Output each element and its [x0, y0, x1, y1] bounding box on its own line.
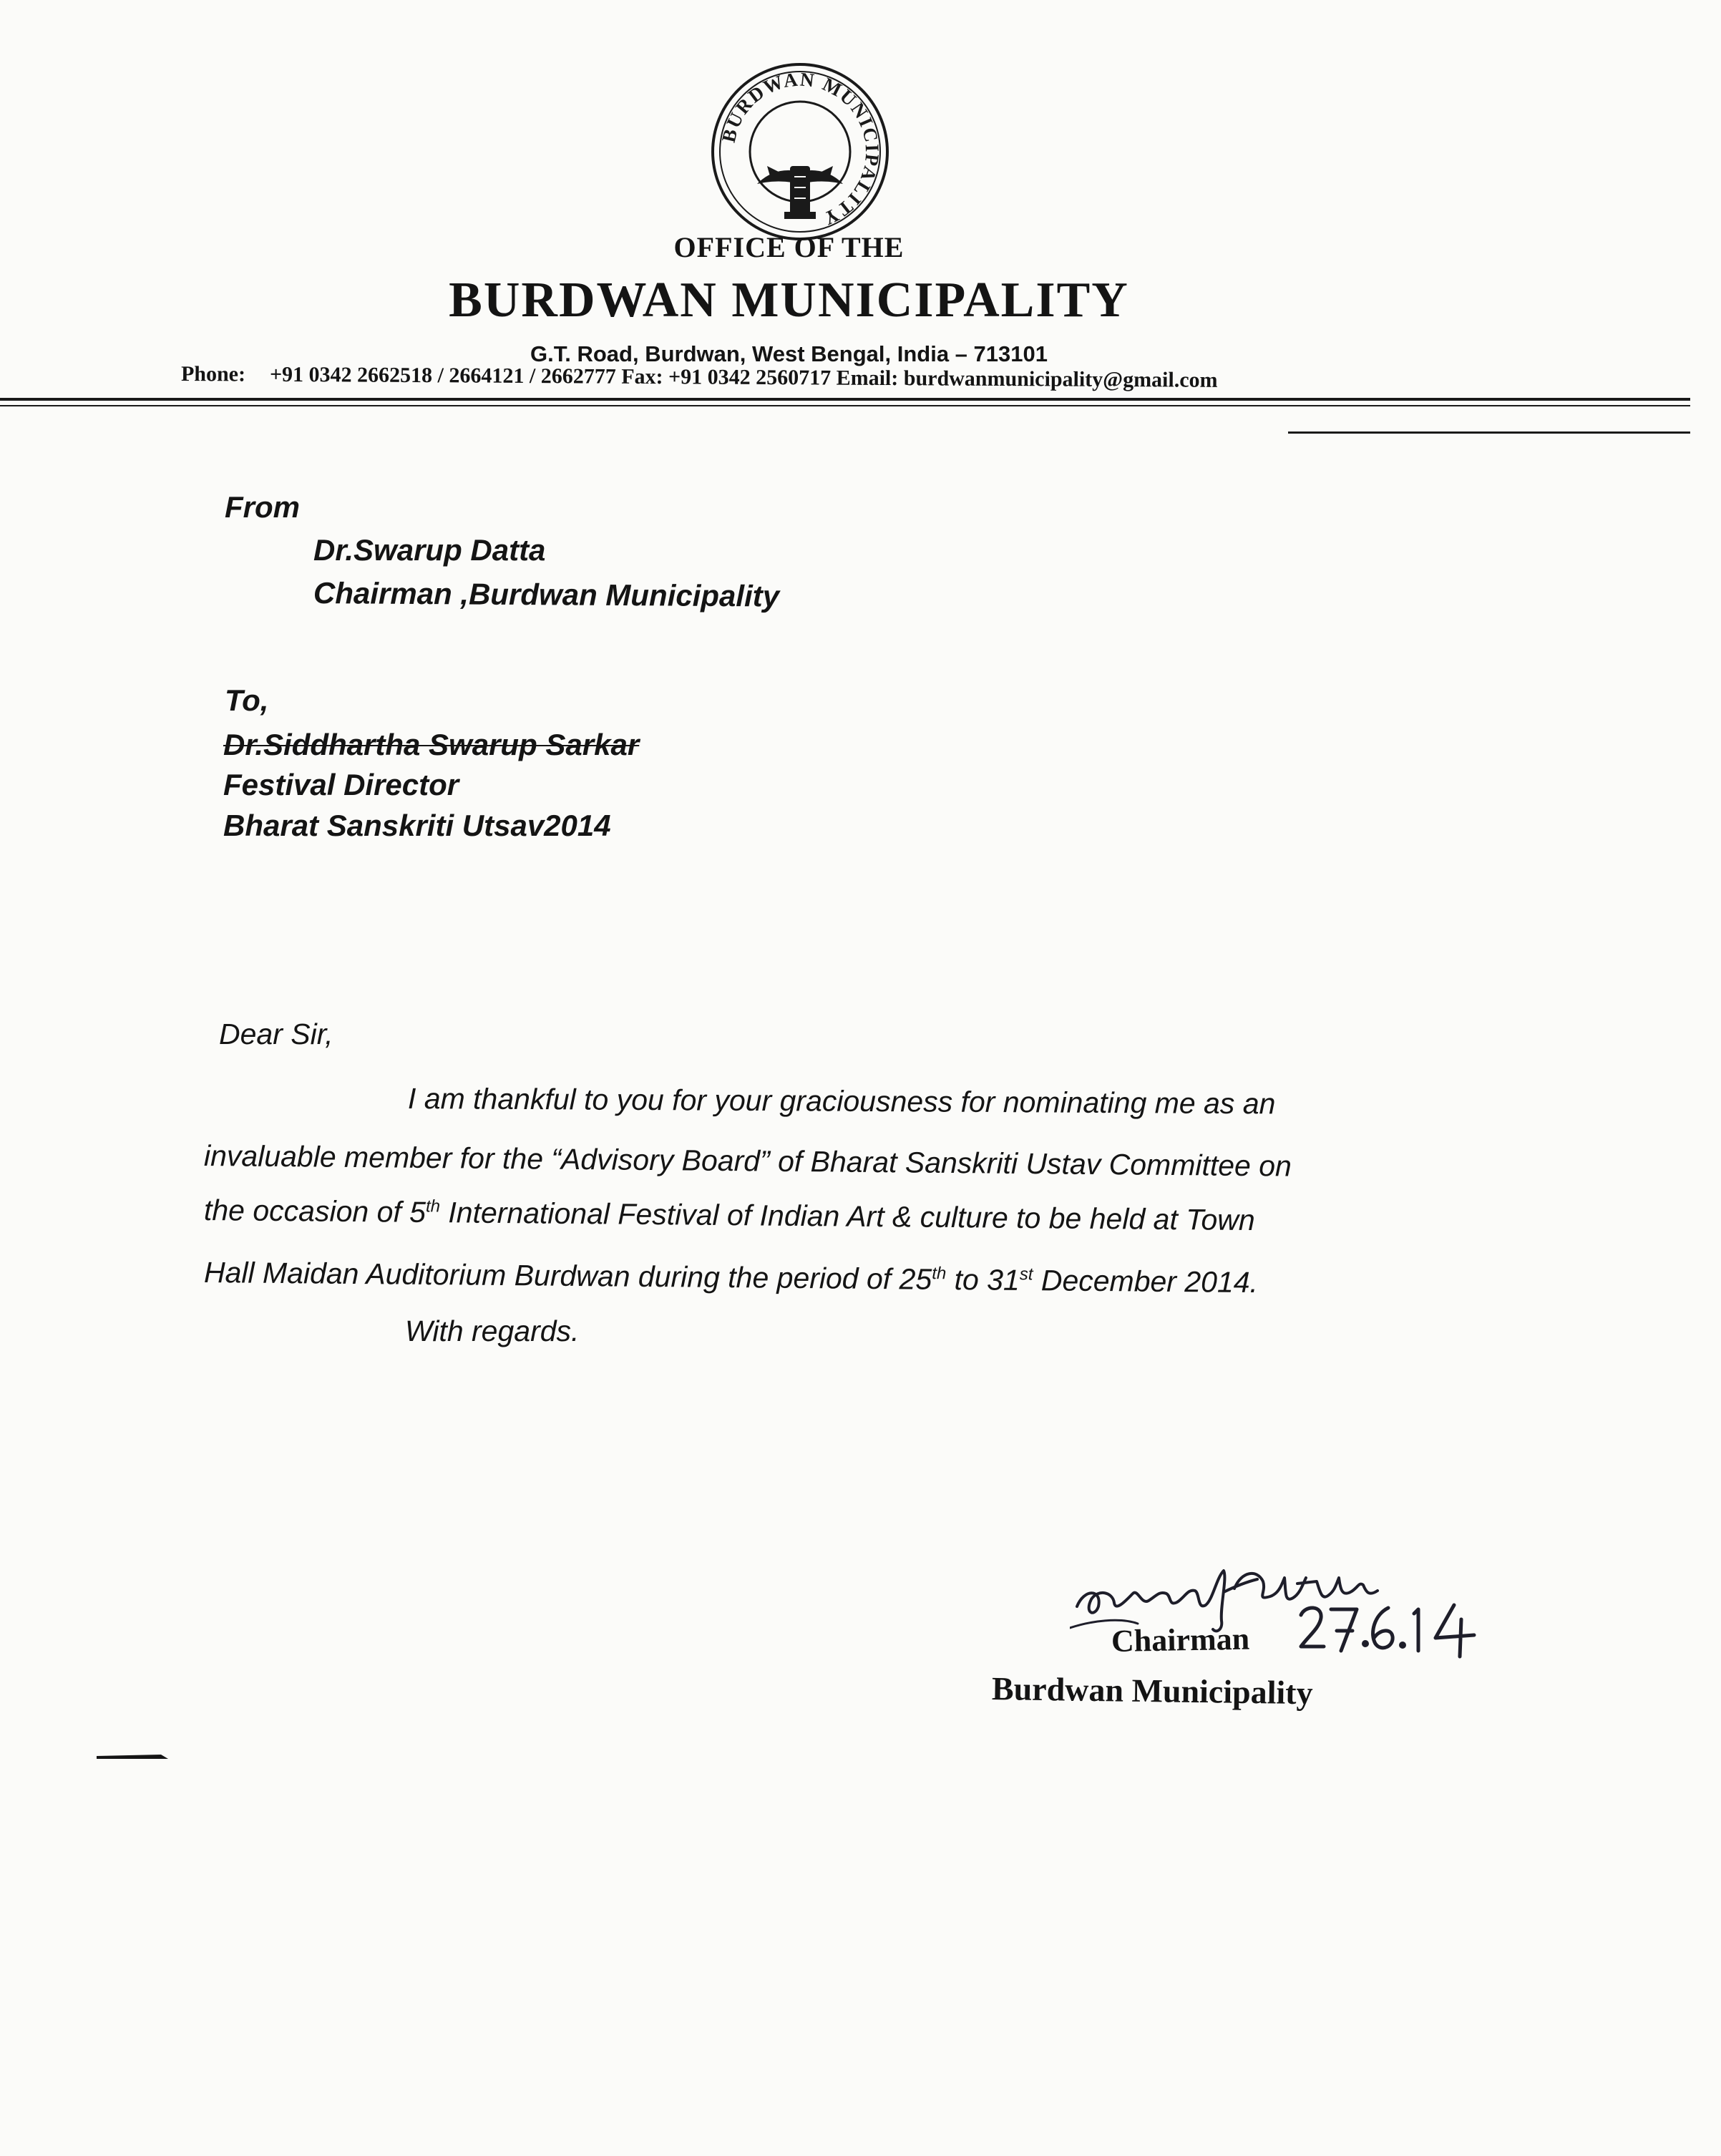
- address-line: G.T. Road, Burdwan, West Bengal, India – 713101: [530, 341, 1048, 366]
- handwritten-date: [1295, 1599, 1488, 1664]
- margin-mark: [97, 1752, 168, 1762]
- office-of-heading: OFFICE OF THE: [673, 231, 905, 263]
- organization-heading: BURDWAN MUNICIPALITY: [449, 273, 1129, 328]
- svg-text:BURDWAN MUNICIPALITY: BURDWAN MUNICIPALITY: [717, 68, 884, 230]
- ordinal-suffix: th: [932, 1264, 947, 1284]
- body-line-4: [204, 1256, 1258, 1299]
- to-label: To,: [225, 683, 269, 717]
- salutation: Dear Sir,: [219, 1018, 333, 1050]
- from-name: Dr.Swarup Datta: [313, 533, 546, 567]
- header-rule: [0, 398, 1690, 401]
- to-name: Dr.Siddhartha Swarup Sarkar: [223, 728, 640, 761]
- body-line-3: [204, 1194, 1255, 1237]
- body-line-4-mid: to 31: [945, 1262, 1020, 1297]
- from-designation: Chairman ,Burdwan Municipality: [313, 576, 780, 613]
- body-line-4-start: Hall Maidan Auditorium Burdwan during the period of 25: [203, 1256, 932, 1296]
- to-designation: Festival Director: [223, 768, 459, 801]
- body-line-4-end: December 2014.: [1033, 1264, 1259, 1299]
- ordinal-suffix: st: [1019, 1264, 1033, 1284]
- body-line-3-end: International Festival of Indian Art & culture to be held at Town: [439, 1196, 1255, 1237]
- municipality-seal-icon: [707, 59, 893, 245]
- ordinal-suffix: th: [425, 1196, 441, 1216]
- phone-label: Phone:: [180, 362, 246, 386]
- from-label: From: [225, 490, 300, 524]
- body-line-2: invaluable member for the “Advisory Board” of Bharat Sanskriti Ustav Committee on: [203, 1139, 1292, 1183]
- body-line-1: I am thankful to you for your graciousness for nominating me as an: [407, 1082, 1276, 1121]
- closing: With regards.: [405, 1314, 580, 1347]
- signatory-organization: Burdwan Municipality: [991, 1670, 1313, 1712]
- signatory-title: Chairman: [1111, 1621, 1250, 1659]
- contact-details: +91 0342 2662518 / 2664121 / 2662777 Fax: +91 0342 2560717 Email: burdwanmunicipality@gmail.com: [269, 362, 1218, 392]
- to-event: Bharat Sanskriti Utsav2014: [223, 809, 611, 842]
- header-rule-right: [1288, 431, 1690, 434]
- header-rule-thin: [0, 405, 1690, 406]
- body-line-3-start: the occasion of 5: [203, 1194, 426, 1229]
